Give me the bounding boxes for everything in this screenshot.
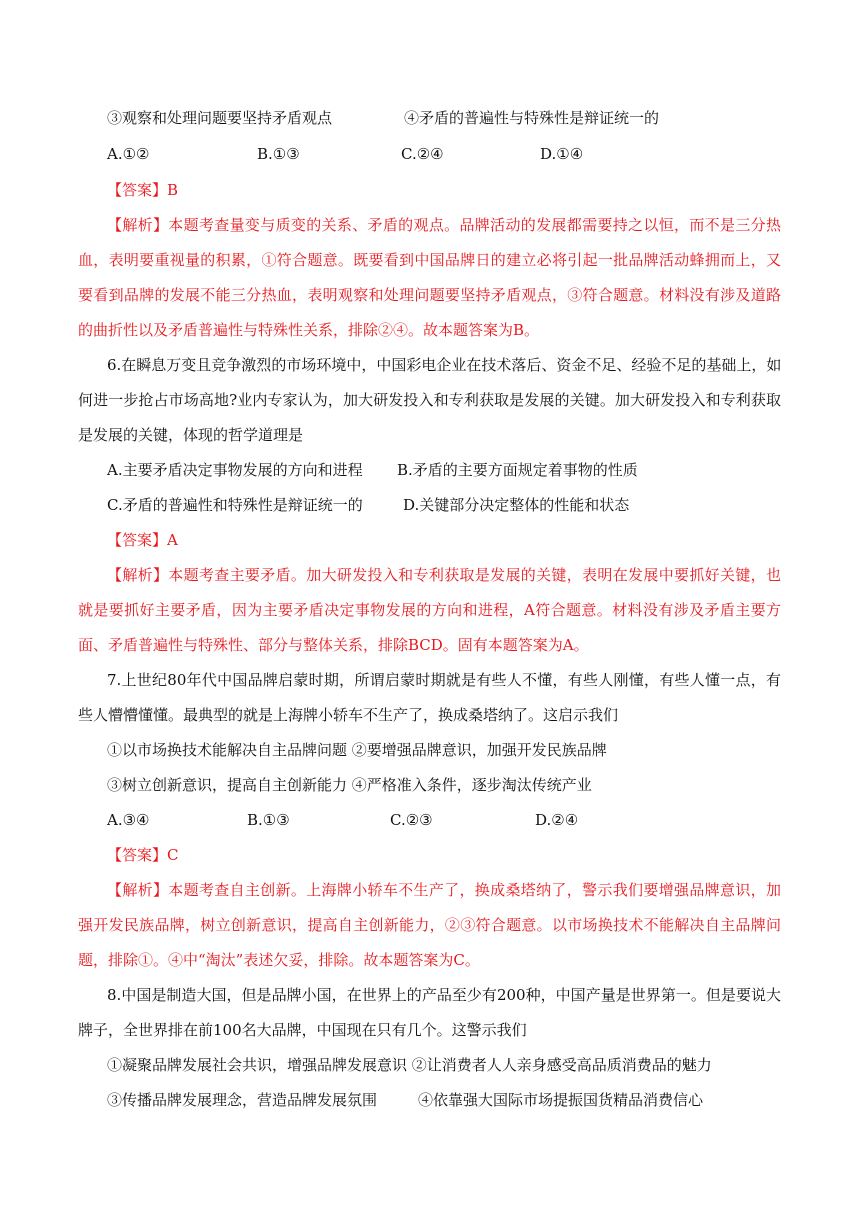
q7-options-1-2: ①以市场换技术能解决自主品牌问题 ②要增强品牌意识，加强开发民族品牌: [107, 741, 607, 759]
q7-choice-a: A.③④: [107, 811, 150, 829]
q6-option-b: B.矛盾的主要方面规定着事物的性质: [397, 461, 638, 479]
q6-stem-line: 是发展的关键，体现的哲学道理是: [78, 426, 304, 444]
q5-analysis-line: 的曲折性以及矛盾普遍性与特殊性关系，排除②④。故本题答案为B。: [78, 321, 540, 339]
q6-analysis-line: 就是要抓好主要矛盾，因为主要矛盾决定事物发展的方向和进程，A符合题意。材料没有涉及矛盾主要方: [78, 601, 781, 619]
q5-choice-c: C.②④: [401, 145, 444, 163]
q6-stem-line: 何进一步抢占市场高地?业内专家认为，加大研发投入和专利获取是发展的关键。加大研发投入和专利获取: [78, 391, 781, 409]
q7-analysis-line: 题，排除①。④中“淘汰”表述欠妥，排除。故本题答案为C。: [78, 951, 480, 969]
q5-option-4: ④矛盾的普遍性与特殊性是辩证统一的: [404, 109, 660, 127]
q6-answer: 【答案】A: [107, 531, 178, 549]
q6-option-c: C.矛盾的普遍性和特殊性是辩证统一的: [107, 496, 363, 514]
q7-choice-d: D.②④: [535, 811, 579, 829]
q5-analysis-line: 血，表明要重视量的积累，①符合题意。既要看到中国品牌日的建立必将引起一批品牌活动蜂拥而上，又: [78, 251, 781, 269]
q8-option-4: ④依靠强大国际市场提振国货精品消费信心: [418, 1091, 704, 1109]
q5-option-3: ③观察和处理问题要坚持矛盾观点: [107, 109, 333, 127]
q7-choice-b: B.①③: [247, 811, 290, 829]
q5-answer: 【答案】B: [107, 181, 179, 199]
q5-choice-d: D.①④: [540, 145, 584, 163]
q7-stem-line: 些人懵懵懂懂。最典型的就是上海牌小轿车不生产了，换成桑塔纳了。这启示我们: [78, 706, 619, 724]
q7-choice-c: C.②③: [390, 811, 433, 829]
q6-option-d: D.关键部分决定整体的性能和状态: [403, 496, 630, 514]
q6-analysis-line: 面、矛盾普遍性与特殊性、部分与整体关系，排除BCD。固有本题答案为A。: [78, 636, 589, 654]
q8-stem-line: 牌子，全世界排在前100名大品牌，中国现在只有几个。这警示我们: [78, 1021, 527, 1039]
q8-options-1-2: ①凝聚品牌发展社会共识，增强品牌发展意识 ②让消费者人人亲身感受高品质消费品的魅力: [107, 1056, 712, 1074]
q8-stem-line: 8.中国是制造大国，但是品牌小国，在世界上的产品至少有200种，中国产量是世界第一。但是要说大: [107, 986, 781, 1004]
q5-analysis-line: 要看到品牌的发展不能三分热血，表明观察和处理问题要坚持矛盾观点，③符合题意。材料没有涉及道路: [78, 286, 781, 304]
q8-option-3: ③传播品牌发展理念，营造品牌发展氛围: [107, 1091, 378, 1109]
q7-stem-line: 7.上世纪80年代中国品牌启蒙时期，所谓启蒙时期就是有些人不懂，有些人刚懂，有些人懂一点，有: [107, 671, 781, 689]
q6-stem-line: 6.在瞬息万变且竞争激烈的市场环境中，中国彩电企业在技术落后、资金不足、经验不足的基础上，如: [107, 356, 782, 374]
q7-options-3-4: ③树立创新意识，提高自主创新能力 ④严格准入条件，逐步淘汰传统产业: [107, 776, 592, 794]
q6-option-a: A.主要矛盾决定事物发展的方向和进程: [107, 461, 363, 479]
q5-choice-b: B.①③: [257, 145, 300, 163]
q7-analysis-line: 强开发民族品牌，树立创新意识，提高自主创新能力，②③符合题意。以市场换技术不能解决自主品牌问: [78, 916, 781, 934]
q5-choice-a: A.①②: [107, 145, 150, 163]
q7-answer: 【答案】C: [107, 846, 179, 864]
q7-analysis-line: 【解析】本题考查自主创新。上海牌小轿车不生产了，换成桑塔纳了，警示我们要增强品牌意识，加: [107, 881, 781, 899]
q5-analysis-line: 【解析】本题考查量变与质变的关系、矛盾的观点。品牌活动的发展都需要持之以恒，而不是三分热: [107, 216, 781, 234]
q6-analysis-line: 【解析】本题考查主要矛盾。加大研发投入和专利获取是发展的关键，表明在发展中要抓好关键，也: [107, 566, 781, 584]
